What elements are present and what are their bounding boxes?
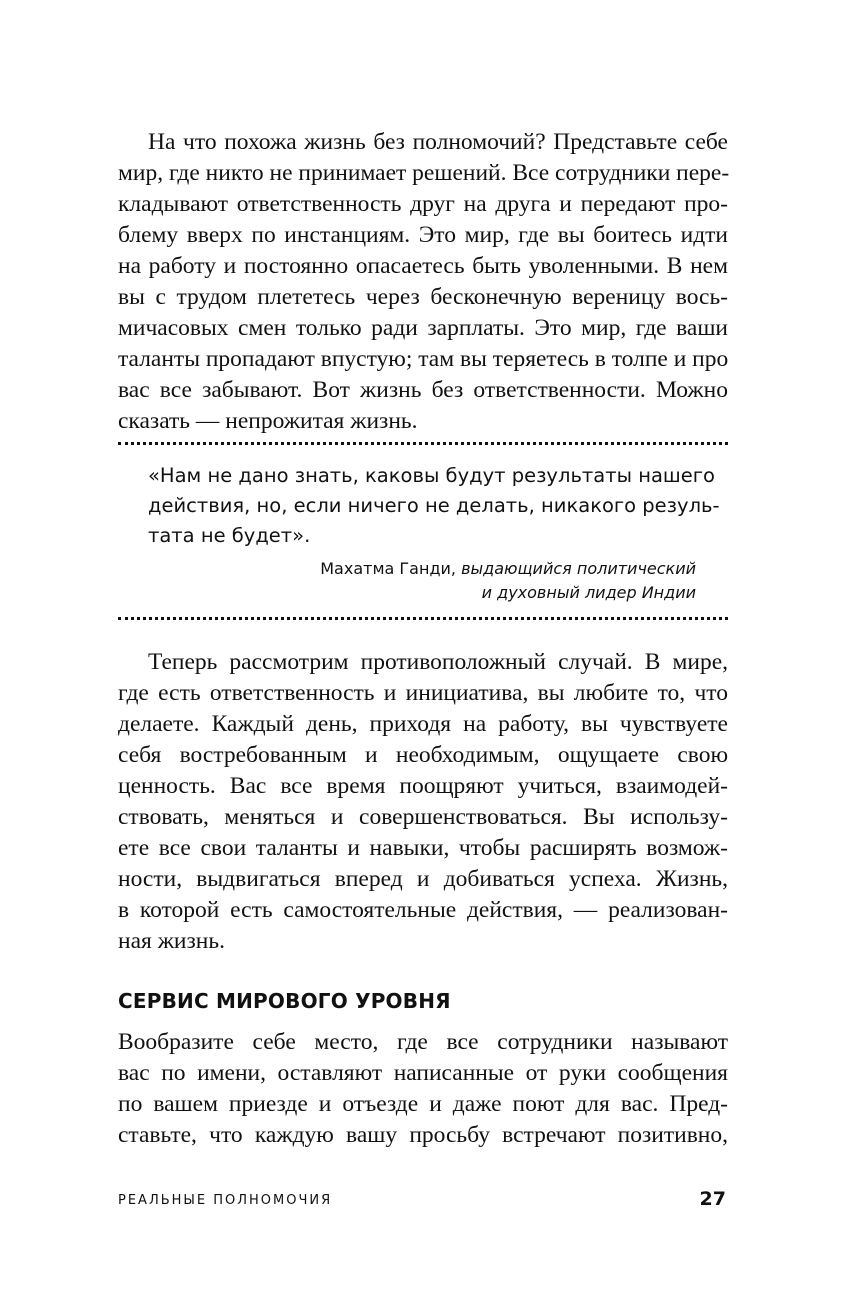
paragraph-2-line: Теперь рассмотрим противоположный случай. В мире, xyxy=(148,649,728,675)
paragraph-2-line: ете все свои таланты и навыки, чтобы расширять возмож- xyxy=(118,835,728,861)
quote-top-divider xyxy=(118,442,728,445)
quote-line: «Нам не дано знать, каковы будут результаты нашего xyxy=(148,464,715,487)
page-number: 27 xyxy=(699,1188,726,1210)
paragraph-1-line: мичасовых смен только ради зарплаты. Это мир, где ваши xyxy=(118,315,728,341)
quote-line: тата не будет». xyxy=(148,524,311,547)
paragraph-2-line: делаете. Каждый день, приходя на работу, вы чувствуете xyxy=(118,711,728,737)
paragraph-1-line: таланты пропадают впустую; там вы теряетесь в толпе и про xyxy=(118,346,729,372)
paragraph-1-line: блему вверх по инстанциям. Это мир, где вы боитесь идти xyxy=(118,222,728,248)
paragraph-1-line: На что похожа жизнь без полномочий? Представьте себе xyxy=(148,129,728,155)
paragraph-1-line: кладывают ответственность друг на друга и передают про- xyxy=(118,191,728,217)
section-heading: СЕРВИС МИРОВОГО УРОВНЯ xyxy=(118,989,451,1013)
paragraph-1-line: сказать — непрожитая жизнь. xyxy=(118,408,418,434)
paragraph-1-line: вы с трудом плететесь через бесконечную вереницу вось- xyxy=(118,284,728,310)
quote-attribution-continued xyxy=(482,581,696,605)
paragraph-1-line: мир, где никто не принимает решений. Все сотрудники пере- xyxy=(118,160,730,186)
paragraph-2-line: где есть ответственность и инициатива, вы любите то, что xyxy=(118,680,728,706)
running-title: РЕАЛЬНЫЕ ПОЛНОМОЧИЯ xyxy=(118,1193,333,1208)
paragraph-2-line: ценность. Вас все время поощряют учиться, взаимодей- xyxy=(118,773,728,799)
paragraph-2-line: ности, выдвигаться вперед и добиваться успеха. Жизнь, xyxy=(118,866,728,892)
quote-author: Махатма Ганди, xyxy=(320,559,462,578)
quote-author-role: выдающийся политический xyxy=(461,559,696,578)
quote-attribution xyxy=(320,557,696,581)
paragraph-2-line: в которой есть самостоятельные действия, — реализован- xyxy=(118,897,728,923)
paragraph-1-line: на работу и постоянно опасаетесь быть уволенными. В нем xyxy=(118,253,728,279)
paragraph-3-line: Вообразите себе место, где все сотрудники называют xyxy=(118,1029,728,1055)
quote-author-role-continued: и духовный лидер Индии xyxy=(481,583,696,602)
paragraph-3-line: вас по имени, оставляют написанные от руки сообщения xyxy=(118,1060,728,1086)
paragraph-2-line: ная жизнь. xyxy=(118,928,225,954)
paragraph-2-line: ствовать, меняться и совершенствоваться. Вы использу- xyxy=(118,804,728,830)
paragraph-2-line: себя востребованным и необходимым, ощущаете свою xyxy=(118,742,728,768)
quote-line: действия, но, если ничего не делать, никакого резуль- xyxy=(148,494,720,517)
paragraph-3-line: по вашем приезде и отъезде и даже поют для вас. Пред- xyxy=(118,1091,728,1117)
paragraph-1-line: вас все забывают. Вот жизнь без ответственности. Можно xyxy=(118,377,728,403)
paragraph-3-line: ставьте, что каждую вашу просьбу встречают позитивно, xyxy=(118,1122,728,1148)
quote-bottom-divider xyxy=(118,617,728,620)
